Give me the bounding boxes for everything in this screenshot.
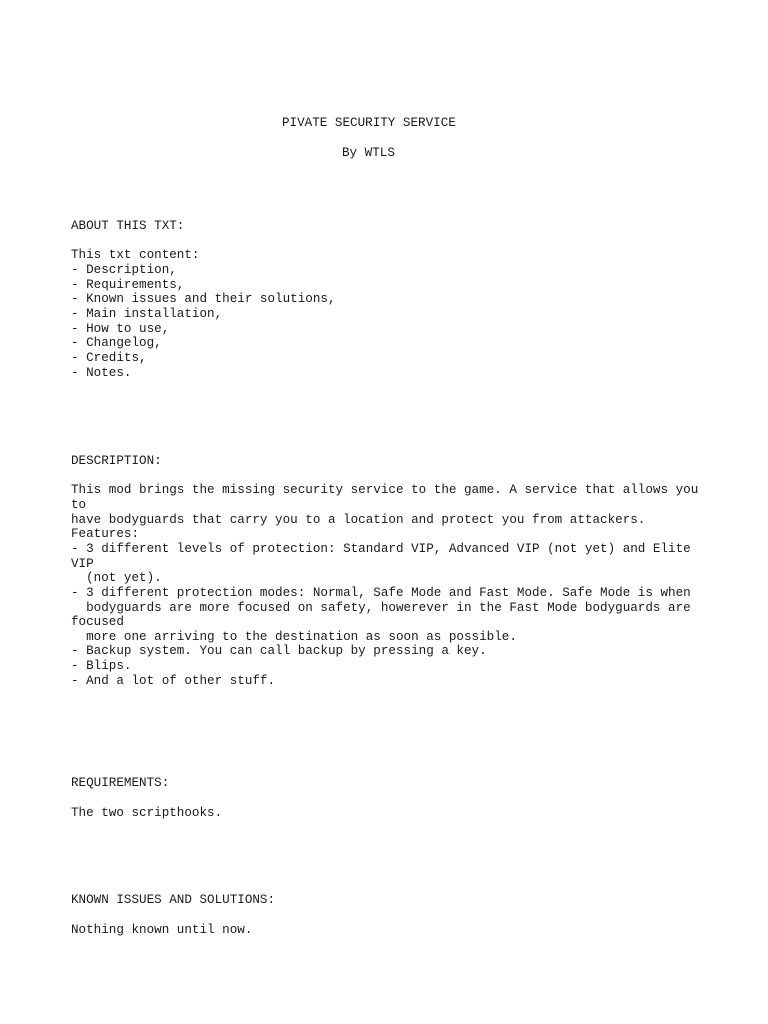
description-line: more one arriving to the destination as soon as possible. xyxy=(71,630,517,644)
document-byline: By WTLS xyxy=(342,146,395,160)
description-line: This mod brings the missing security service to the game. A service that allows you xyxy=(71,483,699,497)
description-line: - And a lot of other stuff. xyxy=(71,674,276,688)
toc-item: - Description, xyxy=(71,263,177,277)
description-heading: DESCRIPTION: xyxy=(71,454,162,468)
description-line: - 3 different levels of protection: Standard VIP, Advanced VIP (not yet) and Elite xyxy=(71,542,691,556)
toc-item: - Known issues and their solutions, xyxy=(71,292,336,306)
toc-item: - Requirements, xyxy=(71,278,185,292)
description-line: to xyxy=(71,498,87,512)
description-line: Features: xyxy=(71,527,140,541)
known-issues-heading: KNOWN ISSUES AND SOLUTIONS: xyxy=(71,893,276,907)
toc-item: - Notes. xyxy=(71,366,132,380)
toc-item: - Credits, xyxy=(71,351,147,365)
description-line: (not yet). xyxy=(71,571,162,585)
description-line: focused xyxy=(71,615,124,629)
requirements-heading: REQUIREMENTS: xyxy=(71,776,170,790)
requirements-text: The two scripthooks. xyxy=(71,806,223,820)
known-issues-text: Nothing known until now. xyxy=(71,923,253,937)
description-line: - 3 different protection modes: Normal, Safe Mode and Fast Mode. Safe Mode is when xyxy=(71,586,691,600)
description-line: VIP xyxy=(71,557,94,571)
about-heading: ABOUT THIS TXT: xyxy=(71,219,185,233)
toc-item: - How to use, xyxy=(71,322,170,336)
description-line: - Blips. xyxy=(71,659,132,673)
description-line: have bodyguards that carry you to a location and protect you from attackers. xyxy=(71,513,646,527)
description-line: bodyguards are more focused on safety, howerever in the Fast Mode bodyguards are xyxy=(71,601,691,615)
document-title: PIVATE SECURITY SERVICE xyxy=(282,116,456,130)
toc-item: - Main installation, xyxy=(71,307,223,321)
description-line: - Backup system. You can call backup by pressing a key. xyxy=(71,644,487,658)
about-intro: This txt content: xyxy=(71,248,200,262)
toc-item: - Changelog, xyxy=(71,336,162,350)
